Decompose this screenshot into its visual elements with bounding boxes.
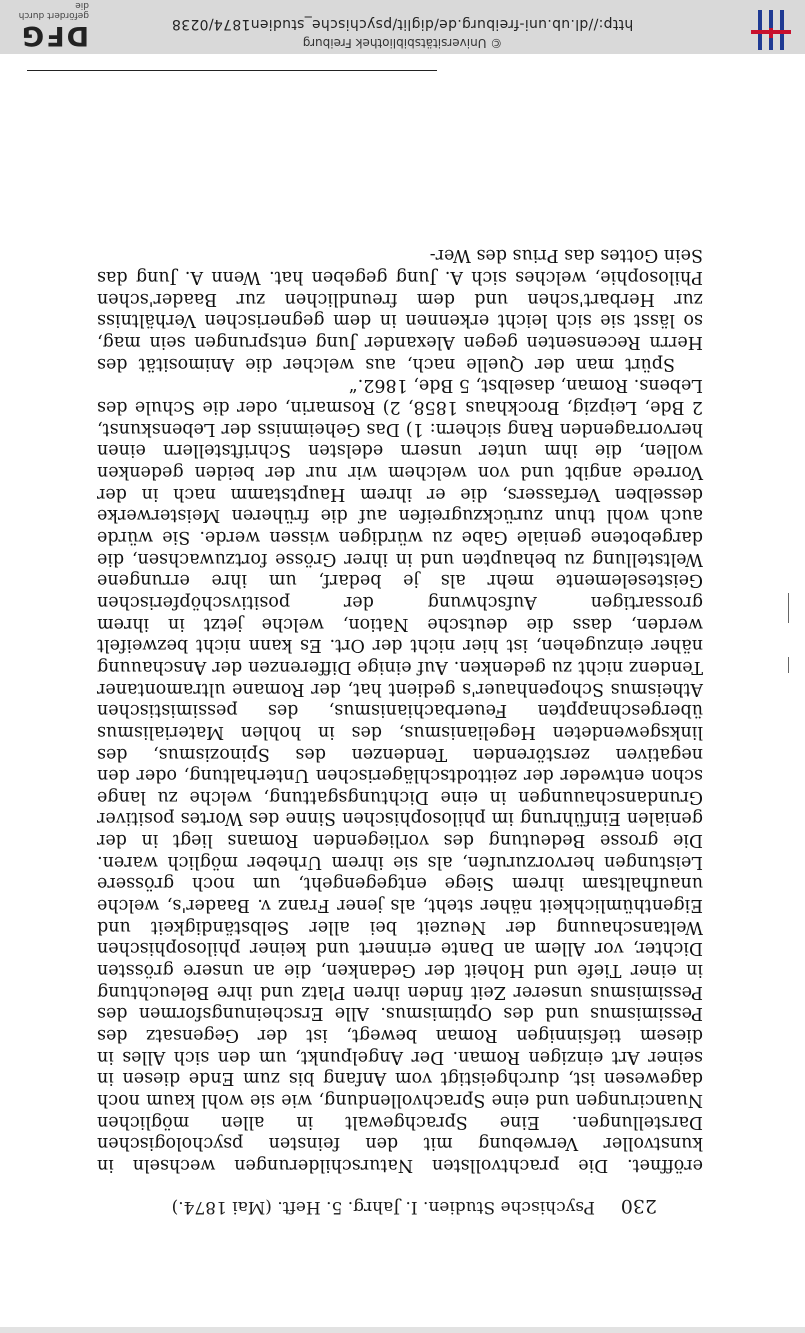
copyright-text: © Universitätsbibliothek Freiburg <box>302 36 503 50</box>
footer-bar <box>0 0 805 54</box>
source-url-link[interactable]: http://dl.ub.uni-freiburg.de/diglit/psychische_studien1874/0238 <box>171 16 634 32</box>
edge-mark <box>788 657 789 673</box>
running-title: Psychische Studien. I. Jahrg. 5. Heft. (Mai 1874.) <box>171 1197 595 1217</box>
paragraph: Spürt man der Quelle nach, aus welcher die Animosität des Herrn Recensenten gegen Alexander Jung entsprungen sein mag, so lässt sie sich leicht erkennen in dem gegnerischen Verhältniss zur Herbart'schen und dem freundlichen zur Baader'schen Philosophie, welches sich A. Jung gegeben hat. Wenn A. Jung das Sein Gottes das Prius des Wer- <box>97 245 703 374</box>
page-number: 230 <box>620 1195 657 1217</box>
edge-mark <box>788 593 789 623</box>
dfg-logo-text: DFG <box>19 20 89 51</box>
paragraph: eröffnet. Die prachtvollsten Naturschilderungen wechseln in kunstvoller Verwebung mit den feinsten psychologischen Darstellungen. Eine Sprachgewalt in allen möglichen Nuancirungen und eine Sprachvollendung, wie sie wohl kaum noch dagewesen ist, durchgeistigt vom Anfang bis zum Ende diesen in seiner Art einzigen Roman. Der Angelpunkt, um den sich Alles in diesem tiefsinnigen Roman bewegt, ist der Gegensatz des Pessimismus und des Optimismus. Alle Erscheinungsformen des Pessimismus unserer Zeit finden ihren Platz und ihre Beleuchtung in einer Tiefe und Hoheit der Gedanken, die an unsere grössten Dichter, vor Allem an Dante erinnert und keiner philosophischen Weltanschauung der Neuzeit bei aller Selbständigkeit und Eigenthümlichkeit näher steht, als jener Franz v. Baader's, welche unaufhaltsam ihrem Siege entgegengeht, um noch grössere Leistungen hervorzurufen, als sie ihrem Urheber möglich waren. Die grosse Bedeutung des vorliegenden Romans liegt in der genialen Einführung im philosophischen Sinne des Wortes positiver Grundanschauungen in eine Dichtungsgattung, welche zu lange schon entweder der zeittodtschlägerischen Unterhaltung, oder den negativen zerstörenden Tendenzen des Spinozismus, des linksgewendeten Hegelianismus, des in hohlen Materialismus übergeschnappten Feuerbachianismus, des pessimistischen Atheismus Schopenhauer's gedient hat, der Romane ultramontaner Tendenz nicht zu gedenken. Auf einige Differenzen der Anschauung näher einzugehen, ist hier nicht der Ort. Es kann nicht bezweifelt werden, dass die deutsche Nation, welche jetzt in ihrem grossartigen Aufschwung der positivschöpferischen Geisteselemente mehr als je bedarf, um ihre errungene Weltstellung zu behaupten und in ihrer Grösse fortzuwachsen, die dargebotene geniale Gabe zu würdigen wissen werde. Sie würde auch wohl thun zurückzugreifen auf die früheren Meisterwerke desselben Verfassers, die er ihrem Hauptstamm nach in der Vorrede angibt und von welchem wir nur der beiden gedenken wollen, die ihm unter unsern edelsten Schriftstellern einen hervorragenden Rang sichern: 1) Das Geheimniss der Lebenskunst, 2 Bde, Leipzig, Brockhaus 1858, 2) Rosmarin, oder die Schule des Lebens. Roman, daselbst, 5 Bde, 1862.“ <box>97 375 703 1175</box>
dfg-logo <box>5 0 89 50</box>
page-header <box>0 1195 805 1217</box>
top-edge <box>0 1327 805 1333</box>
page-body <box>97 244 703 1175</box>
bottom-rule <box>27 70 437 71</box>
dfg-tagline: gefördert durch die <box>18 0 89 20</box>
